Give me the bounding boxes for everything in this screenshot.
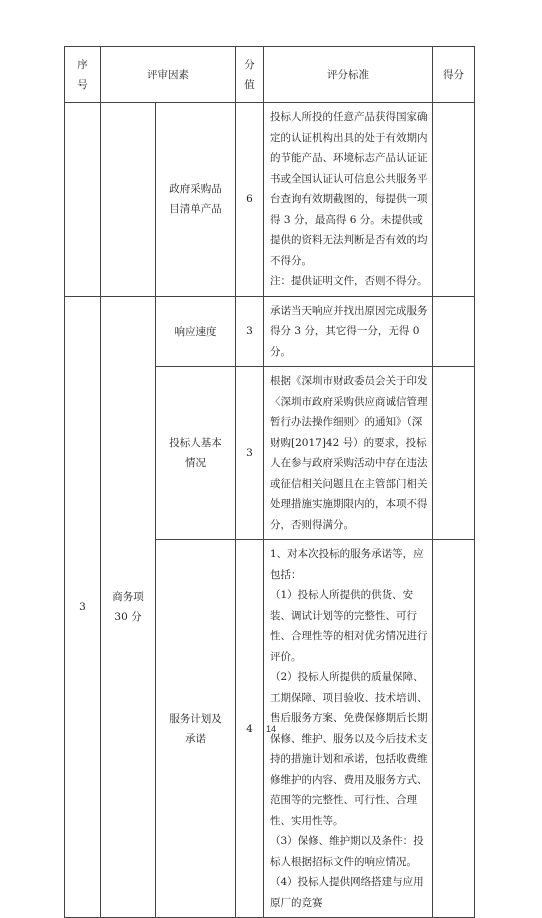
criteria-paragraph: 注：提供证明文件，否则不得分。 [270,275,428,287]
section-number-cell: 3 [65,296,101,918]
page-number: 14 [265,724,276,734]
score-cell [433,367,475,540]
header-points-line-1: 分 [244,58,255,71]
criteria-paragraph: 投标人所投的任意产品获得国家确定的认证机构出具的处于有效期内的节能产品、环境标志产品认证证书或全国认证认可信息公共服务平台查询有效期截图的，每提供一项得 3 分，最高得 6 分。未提供或提供的资料无法判断是否有效的均不得分。 [270,111,428,267]
points-cell: 3 [236,367,264,540]
criteria-cell [264,296,433,367]
item-line: 承诺 [185,732,206,745]
table-row [65,296,475,367]
item-cell [156,103,236,297]
criteria-paragraph: （3）保修、维护期以及条件：投标人根据招标文件的响应情况。 [270,835,424,868]
criteria-cell [264,367,433,540]
points-cell: 3 [236,296,264,367]
criteria-cell [264,103,433,297]
header-evaluation-factor: 评审因素 [101,47,236,103]
item-line: 目清单产品 [169,203,222,216]
table-header-row [65,47,475,103]
scoring-table [64,46,475,918]
criteria-paragraph: 1、对本次投标的服务承诺等，应包括： [270,548,424,581]
criteria-paragraph: 根据《深圳市财政委员会关于印发〈深圳市政府采购供应商诚信管理暂行办法操作细则〉的通知》（深财购[2017]42 号）的要求，投标人在参与政府采购活动中存在违法或征信相关问题且在主管部门相关处理措施实施期限内的，本项不得分，否则得满分。 [270,375,428,531]
header-serial-line-2: 号 [77,78,88,91]
item-line: 情况 [185,457,206,469]
serial-cell-empty [65,103,101,297]
category-line: 30 分 [114,610,142,623]
section-category-cell [101,296,156,918]
category-line: 商务项 [112,590,144,603]
table-row [65,103,475,297]
criteria-paragraph: （2）投标人所提供的质量保障、工期保障、项目验收、技术培训、售后服务方案、免费保修期后长期保修、维护、服务以及今后技术支持的措施计划和承诺，包括收费维修维护的内容、费用及服务方式、范围等的完整性、可行性、合理性、实用性等。 [270,671,428,827]
points-cell: 6 [236,103,264,297]
header-scoring-criteria: 评分标准 [264,47,433,103]
header-score: 得分 [433,47,475,103]
header-points [236,47,264,103]
score-cell [433,103,475,297]
category-cell-empty [101,103,156,297]
item-line: 服务计划及 [169,712,222,725]
item-cell [156,296,236,367]
criteria-paragraph: 承诺当天响应并找出原因完成服务得分 3 分，其它得一分，无得 0 分。 [270,304,428,358]
score-cell [433,296,475,367]
item-cell [156,367,236,540]
header-serial-number [65,47,101,103]
points-cell: 4 [236,540,264,918]
item-line: 投标人基本 [169,437,222,449]
item-line: 政府采购品 [169,183,222,196]
criteria-paragraph: （1）投标人所提供的供货、安装、调试计划等的完整性、可行性、合理性等的相对优劣情况进行评价。 [270,589,428,663]
header-serial-line-1: 序 [77,58,88,71]
criteria-paragraph: （4）投标人提供网络搭建与应用原厂的竞赛 [270,876,424,909]
item-line: 响应速度 [174,325,217,338]
header-points-line-2: 值 [244,78,255,91]
